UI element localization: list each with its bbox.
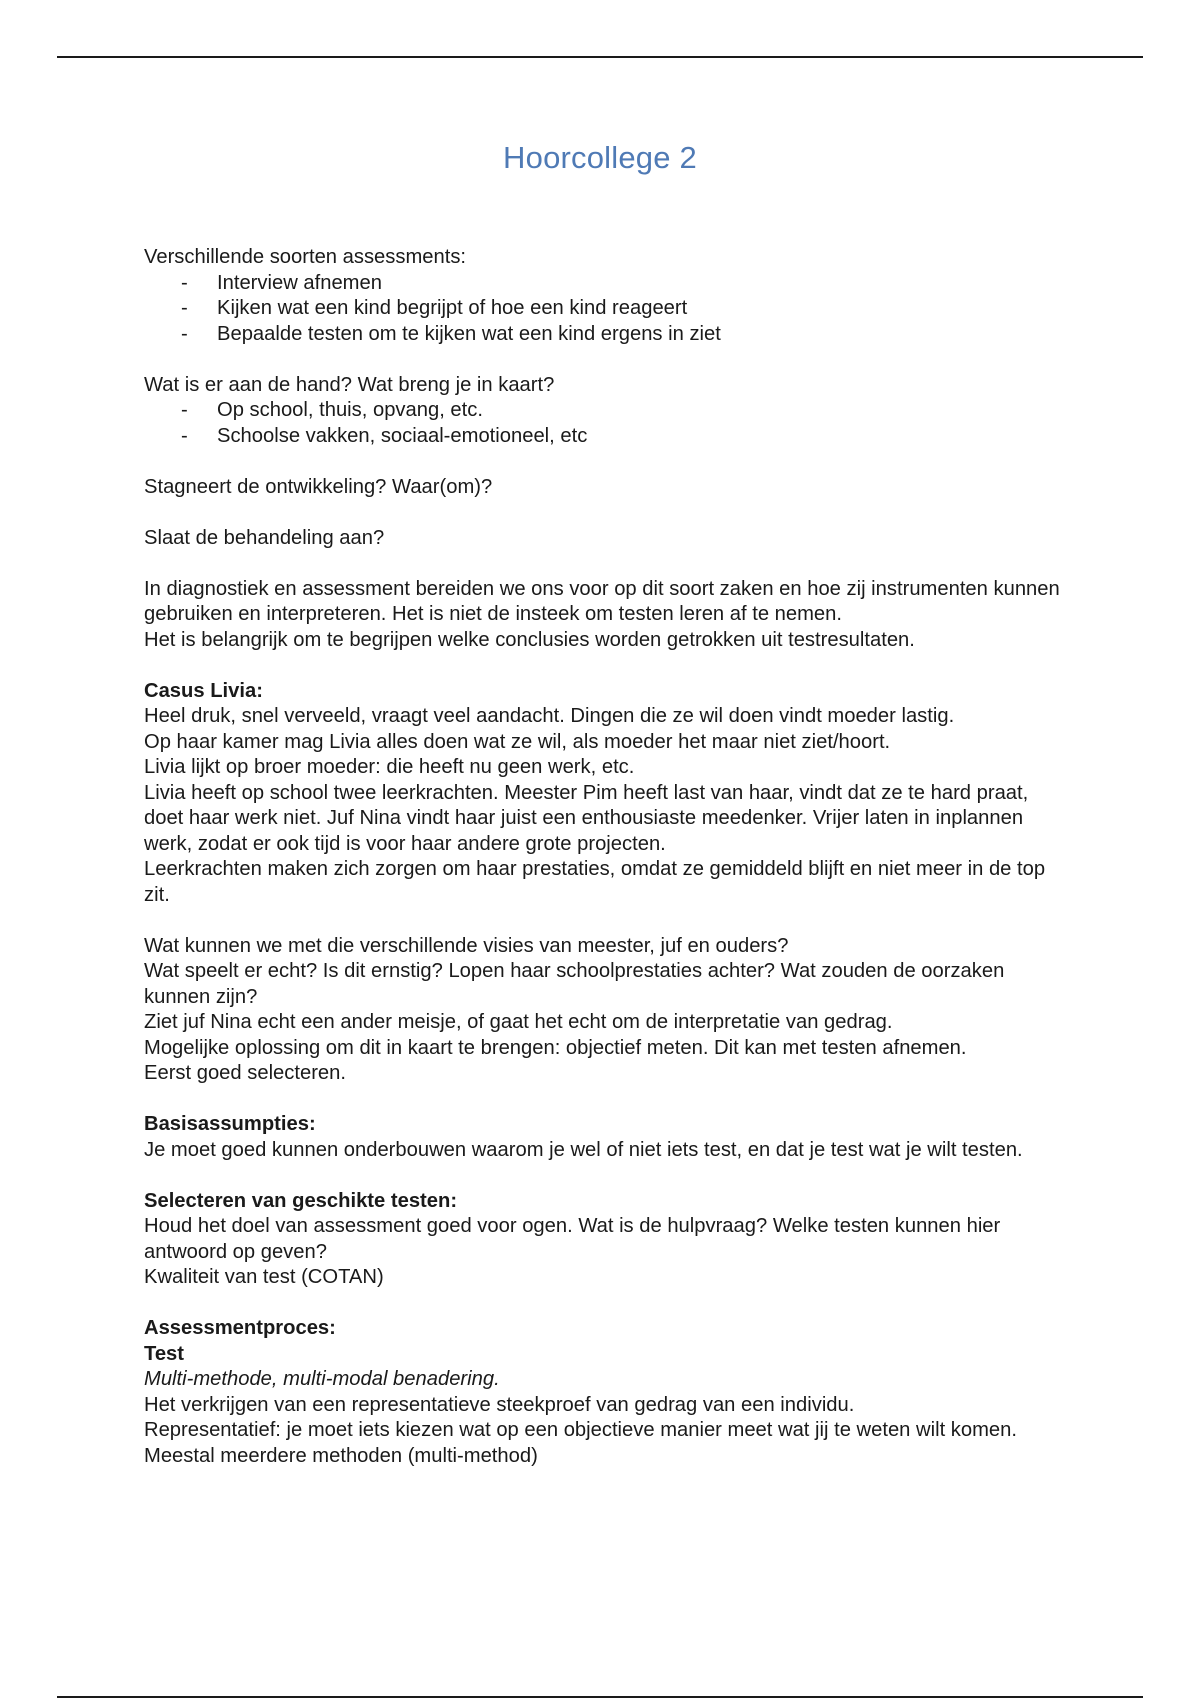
- diagnostics-conclusion: Het is belangrijk om te begrijpen welke conclusies worden getrokken uit testresultaten.: [144, 628, 915, 651]
- hand-list: [144, 398, 1064, 449]
- list-item: - Bepaalde testen om te kijken wat een kind ergens in ziet: [144, 322, 1064, 348]
- diagnostics-paragraph: In diagnostiek en assessment bereiden we ons voor op dit soort zaken en hoe zij instrumenten kunnen gebruiken en interpreteren. Het is niet de insteek om testen leren af te nemen.: [144, 577, 1060, 625]
- top-rule: [57, 56, 1143, 58]
- question-line: Ziet juf Nina echt een ander meisje, of gaat het echt om de interpretatie van gedrag.: [144, 1011, 893, 1033]
- cotan-line: Kwaliteit van test (COTAN): [144, 1266, 384, 1288]
- casus-line: Heel druk, snel verveeld, vraagt veel aandacht. Dingen die ze wil doen vindt moeder lastig.: [144, 705, 955, 727]
- assessments-intro: Verschillende soorten assessments:: [144, 246, 467, 268]
- list-item: - Interview afnemen: [144, 271, 1064, 297]
- list-item: - Kijken wat een kind begrijpt of hoe een kind reageert: [144, 296, 1064, 322]
- selecteren-text: Houd het doel van assessment goed voor ogen. Wat is de hulpvraag? Welke testen kunnen hier antwoord op geven?: [144, 1215, 1001, 1263]
- proces-heading: Assessmentproces:: [144, 1317, 336, 1339]
- page-title: Hoorcollege 2: [503, 140, 697, 175]
- question-line: Eerst goed selecteren.: [144, 1062, 346, 1084]
- question-line: Mogelijke oplossing om dit in kaart te brengen: objectief meten. Dit kan met testen afnemen.: [144, 1036, 967, 1059]
- proces-italic: Multi-methode, multi-modal benadering.: [144, 1368, 500, 1390]
- basis-text: Je moet goed kunnen onderbouwen waarom je wel of niet iets test, en dat je test wat je wilt testen.: [144, 1138, 1023, 1161]
- casus-line: Livia lijkt op broer moeder: die heeft nu geen werk, etc.: [144, 756, 635, 778]
- proces-line: Representatief: je moet iets kiezen wat op een objectieve manier meet wat jij te weten wilt komen. Meestal meerdere methoden (multi-method): [144, 1419, 1017, 1467]
- list-item: - Schoolse vakken, sociaal-emotioneel, etc: [144, 424, 1064, 450]
- list-item: - Op school, thuis, opvang, etc.: [144, 398, 1064, 424]
- basis-heading: Basisassumpties:: [144, 1113, 316, 1135]
- document-body: [144, 245, 1064, 1469]
- assessments-list: [144, 271, 1064, 348]
- casus-line: Leerkrachten maken zich zorgen om haar prestaties, omdat ze gemiddeld blijft en niet meer in de top zit.: [144, 858, 1046, 906]
- bottom-rule: [57, 1696, 1143, 1698]
- casus-line: Livia heeft op school twee leerkrachten. Meester Pim heeft last van haar, vindt dat ze te hard praat, doet haar werk niet. Juf Nina vindt haar juist een enthousiaste meedenker. Vrijer laten in inplannen werk, zodat er ook tijd is voor haar andere grote projecten.: [144, 781, 1029, 855]
- casus-heading: Casus Livia:: [144, 679, 263, 702]
- proces-line: Het verkrijgen van een representatieve steekproef van gedrag van een individu.: [144, 1393, 855, 1416]
- casus-line: Op haar kamer mag Livia alles doen wat ze wil, als moeder het maar niet ziet/hoort.: [144, 730, 891, 753]
- stagnation-question: Stagneert de ontwikkeling? Waar(om)?: [144, 475, 493, 498]
- selecteren-heading: Selecteren van geschikte testen:: [144, 1189, 458, 1212]
- treatment-question: Slaat de behandeling aan?: [144, 526, 385, 549]
- question-line: Wat kunnen we met die verschillende visies van meester, juf en ouders?: [144, 934, 789, 957]
- proces-subheading: Test: [144, 1342, 185, 1365]
- hand-question: Wat is er aan de hand? Wat breng je in kaart?: [144, 373, 555, 396]
- question-line: Wat speelt er echt? Is dit ernstig? Lopen haar schoolprestaties achter? Wat zouden de oorzaken kunnen zijn?: [144, 960, 1005, 1008]
